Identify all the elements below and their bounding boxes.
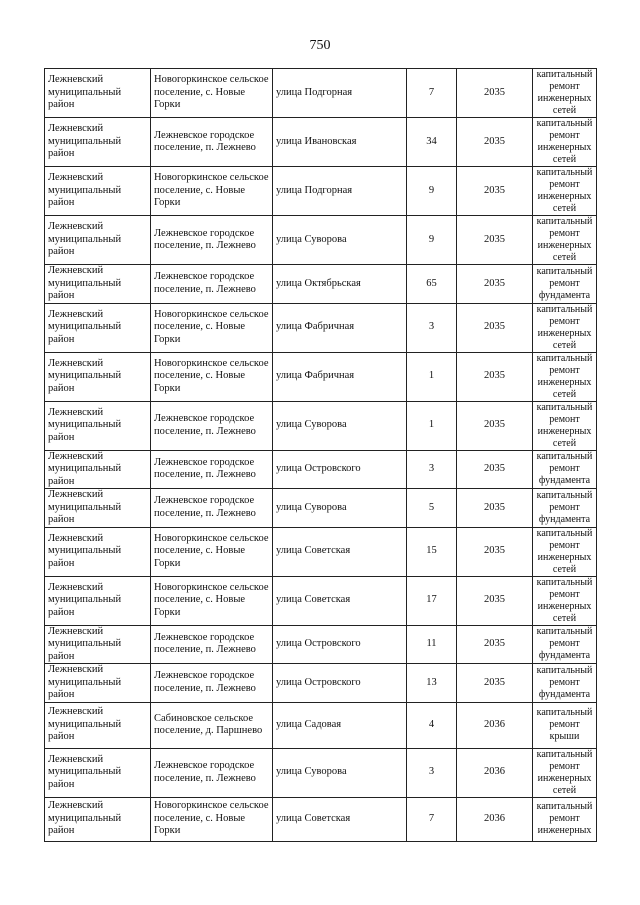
street-cell: улица Фабричная (273, 303, 407, 352)
table-row (45, 489, 597, 528)
table-row (45, 664, 597, 703)
table-row (45, 797, 597, 841)
year-cell: 2035 (457, 118, 533, 167)
house-number-cell: 15 (407, 527, 457, 576)
house-number-cell: 1 (407, 352, 457, 401)
house-number-cell: 5 (407, 489, 457, 528)
house-number-cell: 9 (407, 216, 457, 265)
area-cell: Лежневский муниципальный район (45, 265, 151, 304)
settlement-cell: Новогоркинское сельское поселение, с. Новые Горки (151, 527, 273, 576)
street-cell: улица Ивановская (273, 118, 407, 167)
settlement-cell: Лежневское городское поселение, п. Лежнево (151, 118, 273, 167)
table-row (45, 167, 597, 216)
settlement-cell: Лежневское городское поселение, п. Лежнево (151, 625, 273, 664)
street-cell: улица Советская (273, 576, 407, 625)
settlement-cell: Лежневское городское поселение, п. Лежнево (151, 748, 273, 797)
area-cell: Лежневский муниципальный район (45, 216, 151, 265)
work-type-cell: капитальный ремонт инженерных сетей (533, 69, 597, 118)
year-cell: 2036 (457, 748, 533, 797)
settlement-cell: Лежневское городское поселение, п. Лежнево (151, 216, 273, 265)
work-type-cell: капитальный ремонт фундамента (533, 450, 597, 489)
table-row (45, 576, 597, 625)
table-row (45, 69, 597, 118)
street-cell: улица Суворова (273, 489, 407, 528)
year-cell: 2035 (457, 576, 533, 625)
year-cell: 2035 (457, 527, 533, 576)
work-type-cell: капитальный ремонт инженерных сетей (533, 401, 597, 450)
year-cell: 2035 (457, 69, 533, 118)
area-cell: Лежневский муниципальный район (45, 69, 151, 118)
work-type-cell: капитальный ремонт фундамента (533, 664, 597, 703)
table-row (45, 352, 597, 401)
work-type-cell: капитальный ремонт инженерных сетей (533, 216, 597, 265)
work-type-cell: капитальный ремонт крыши (533, 702, 597, 748)
house-number-cell: 7 (407, 69, 457, 118)
year-cell: 2035 (457, 167, 533, 216)
area-cell: Лежневский муниципальный район (45, 401, 151, 450)
work-type-cell: капитальный ремонт инженерных сетей (533, 748, 597, 797)
area-cell: Лежневский муниципальный район (45, 489, 151, 528)
year-cell: 2036 (457, 797, 533, 841)
settlement-cell: Лежневское городское поселение, п. Лежнево (151, 489, 273, 528)
table-row (45, 216, 597, 265)
housing-repair-table (44, 68, 597, 842)
house-number-cell: 3 (407, 748, 457, 797)
table-row (45, 303, 597, 352)
work-type-cell: капитальный ремонт инженерных сетей (533, 352, 597, 401)
work-type-cell: капитальный ремонт фундамента (533, 489, 597, 528)
year-cell: 2035 (457, 265, 533, 304)
work-type-cell: капитальный ремонт инженерных сетей (533, 118, 597, 167)
street-cell: улица Фабричная (273, 352, 407, 401)
year-cell: 2035 (457, 352, 533, 401)
work-type-cell: капитальный ремонт инженерных сетей (533, 527, 597, 576)
settlement-cell: Лежневское городское поселение, п. Лежнево (151, 401, 273, 450)
work-type-cell: капитальный ремонт инженерных (533, 797, 597, 841)
street-cell: улица Советская (273, 527, 407, 576)
year-cell: 2035 (457, 664, 533, 703)
table-row (45, 450, 597, 489)
street-cell: улица Подгорная (273, 69, 407, 118)
house-number-cell: 3 (407, 450, 457, 489)
settlement-cell: Лежневское городское поселение, п. Лежнево (151, 450, 273, 489)
table-row (45, 527, 597, 576)
street-cell: улица Садовая (273, 702, 407, 748)
year-cell: 2035 (457, 450, 533, 489)
area-cell: Лежневский муниципальный район (45, 352, 151, 401)
work-type-cell: капитальный ремонт инженерных сетей (533, 576, 597, 625)
year-cell: 2035 (457, 625, 533, 664)
house-number-cell: 34 (407, 118, 457, 167)
house-number-cell: 13 (407, 664, 457, 703)
settlement-cell: Новогоркинское сельское поселение, с. Новые Горки (151, 797, 273, 841)
house-number-cell: 11 (407, 625, 457, 664)
area-cell: Лежневский муниципальный район (45, 702, 151, 748)
area-cell: Лежневский муниципальный район (45, 303, 151, 352)
area-cell: Лежневский муниципальный район (45, 748, 151, 797)
settlement-cell: Новогоркинское сельское поселение, с. Новые Горки (151, 69, 273, 118)
table-row (45, 265, 597, 304)
house-number-cell: 7 (407, 797, 457, 841)
work-type-cell: капитальный ремонт инженерных сетей (533, 167, 597, 216)
settlement-cell: Лежневское городское поселение, п. Лежнево (151, 664, 273, 703)
street-cell: улица Суворова (273, 216, 407, 265)
area-cell: Лежневский муниципальный район (45, 625, 151, 664)
house-number-cell: 4 (407, 702, 457, 748)
year-cell: 2035 (457, 216, 533, 265)
work-type-cell: капитальный ремонт фундамента (533, 625, 597, 664)
year-cell: 2035 (457, 401, 533, 450)
street-cell: улица Суворова (273, 748, 407, 797)
settlement-cell: Новогоркинское сельское поселение, с. Новые Горки (151, 352, 273, 401)
table-row (45, 118, 597, 167)
street-cell: улица Суворова (273, 401, 407, 450)
settlement-cell: Новогоркинское сельское поселение, с. Новые Горки (151, 167, 273, 216)
area-cell: Лежневский муниципальный район (45, 167, 151, 216)
street-cell: улица Октябрьская (273, 265, 407, 304)
settlement-cell: Новогоркинское сельское поселение, с. Новые Горки (151, 303, 273, 352)
street-cell: улица Островского (273, 664, 407, 703)
street-cell: улица Подгорная (273, 167, 407, 216)
house-number-cell: 17 (407, 576, 457, 625)
street-cell: улица Островского (273, 450, 407, 489)
year-cell: 2035 (457, 489, 533, 528)
year-cell: 2035 (457, 303, 533, 352)
house-number-cell: 3 (407, 303, 457, 352)
year-cell: 2036 (457, 702, 533, 748)
area-cell: Лежневский муниципальный район (45, 664, 151, 703)
work-type-cell: капитальный ремонт фундамента (533, 265, 597, 304)
work-type-cell: капитальный ремонт инженерных сетей (533, 303, 597, 352)
area-cell: Лежневский муниципальный район (45, 576, 151, 625)
settlement-cell: Новогоркинское сельское поселение, с. Новые Горки (151, 576, 273, 625)
settlement-cell: Лежневское городское поселение, п. Лежнево (151, 265, 273, 304)
house-number-cell: 9 (407, 167, 457, 216)
street-cell: улица Островского (273, 625, 407, 664)
house-number-cell: 1 (407, 401, 457, 450)
area-cell: Лежневский муниципальный район (45, 450, 151, 489)
street-cell: улица Советская (273, 797, 407, 841)
table-row (45, 702, 597, 748)
area-cell: Лежневский муниципальный район (45, 527, 151, 576)
area-cell: Лежневский муниципальный район (45, 797, 151, 841)
house-number-cell: 65 (407, 265, 457, 304)
table-row (45, 748, 597, 797)
table-row (45, 401, 597, 450)
table-row (45, 625, 597, 664)
area-cell: Лежневский муниципальный район (45, 118, 151, 167)
settlement-cell: Сабиновское сельское поселение, д. Паршнево (151, 702, 273, 748)
page-number: 750 (309, 38, 331, 53)
